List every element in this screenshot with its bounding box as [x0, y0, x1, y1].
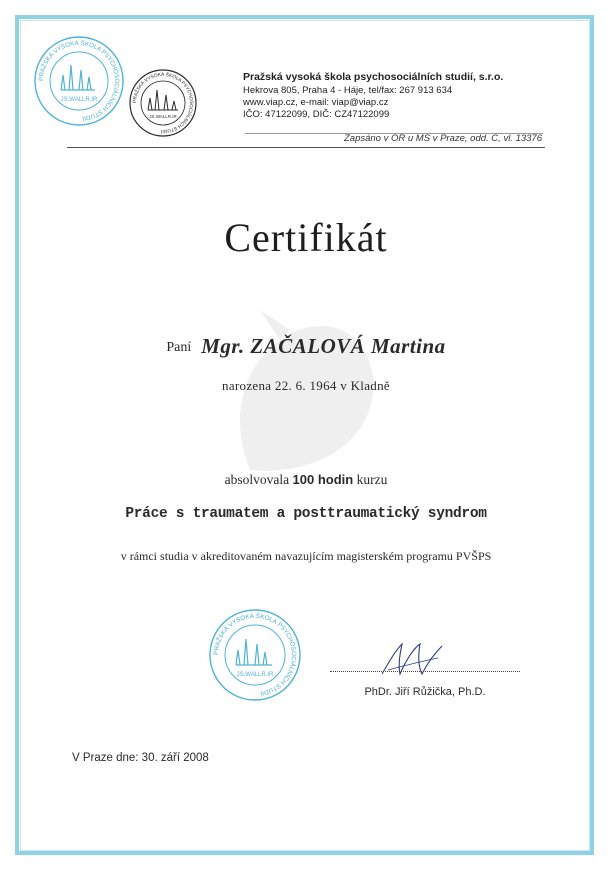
svg-text:JS.WALLR.IR: JS.WALLR.IR: [149, 114, 177, 119]
registry-note: Zapsáno v OR u MS v Praze, odd. C, vl. 13376: [343, 133, 542, 144]
header-rule: [67, 147, 545, 148]
hours-line: [0, 472, 612, 488]
birth-info: narozena 22. 6. 1964 v Kladně: [222, 378, 390, 393]
svg-text:PRAŽSKÁ VYSOKÁ ŠKOLA PSYCHOSOC: PRAŽSKÁ VYSOKÁ ŠKOLA PSYCHOSOCIÁLNÍCH STUDIÍ: [132, 72, 194, 134]
organization-address: Hekrova 805, Praha 4 - Háje, tel/fax: 267 913 634: [243, 85, 453, 96]
hours-value: 100 hodin: [292, 472, 354, 487]
signature-icon: [378, 640, 448, 680]
program-note: v rámci studia v akreditovaném navazujícím magisterském programu PVŠPS: [120, 549, 492, 563]
recipient-name: Mgr. ZAČALOVÁ Martina: [201, 334, 446, 358]
organization-header: [243, 71, 563, 121]
svg-text:JS.WALLR.IR: JS.WALLR.IR: [236, 672, 274, 678]
lion-watermark-icon: [190, 300, 420, 490]
organization-ids: IČO: 47122099, DIČ: CZ47122099: [243, 109, 390, 120]
organization-contact: www.viap.cz, e-mail: viap@viap.cz: [243, 97, 389, 108]
hours-suffix: kurzu: [356, 472, 388, 487]
svg-text:JS.WALLR.IR: JS.WALLR.IR: [60, 97, 98, 103]
signer-name: PhDr. Jiří Růžička, Ph.D.: [364, 686, 486, 698]
issue-date: V Praze dne: 30. září 2008: [72, 752, 209, 764]
svg-text:PRAŽSKÁ VYSOKÁ ŠKOLA PSYCHOSOC: PRAŽSKÁ VYSOKÁ ŠKOLA PSYCHOSOCIÁLNÍCH STUDIÍ: [212, 612, 298, 697]
recipient-line: [0, 334, 612, 359]
course-title: Práce s traumatem a posttraumatický syndrom: [125, 506, 487, 522]
salutation: Paní: [166, 340, 192, 355]
signature-line: [330, 670, 520, 672]
hours-prefix: absolvovala: [224, 472, 290, 487]
official-stamp-icon: [208, 608, 302, 702]
svg-text:PRAŽSKÁ VYSOKÁ ŠKOLA PSYCHOSOC: PRAŽSKÁ VYSOKÁ ŠKOLA PSYCHOSOCIÁLNÍCH STUDIÍ: [37, 39, 121, 122]
organization-name: Pražská vysoká škola psychosociálních studií, s.r.o.: [243, 71, 504, 83]
school-seal-large-icon: [33, 35, 125, 127]
school-seal-small-icon: [128, 68, 198, 138]
certificate-title: Certifikát: [224, 215, 388, 260]
